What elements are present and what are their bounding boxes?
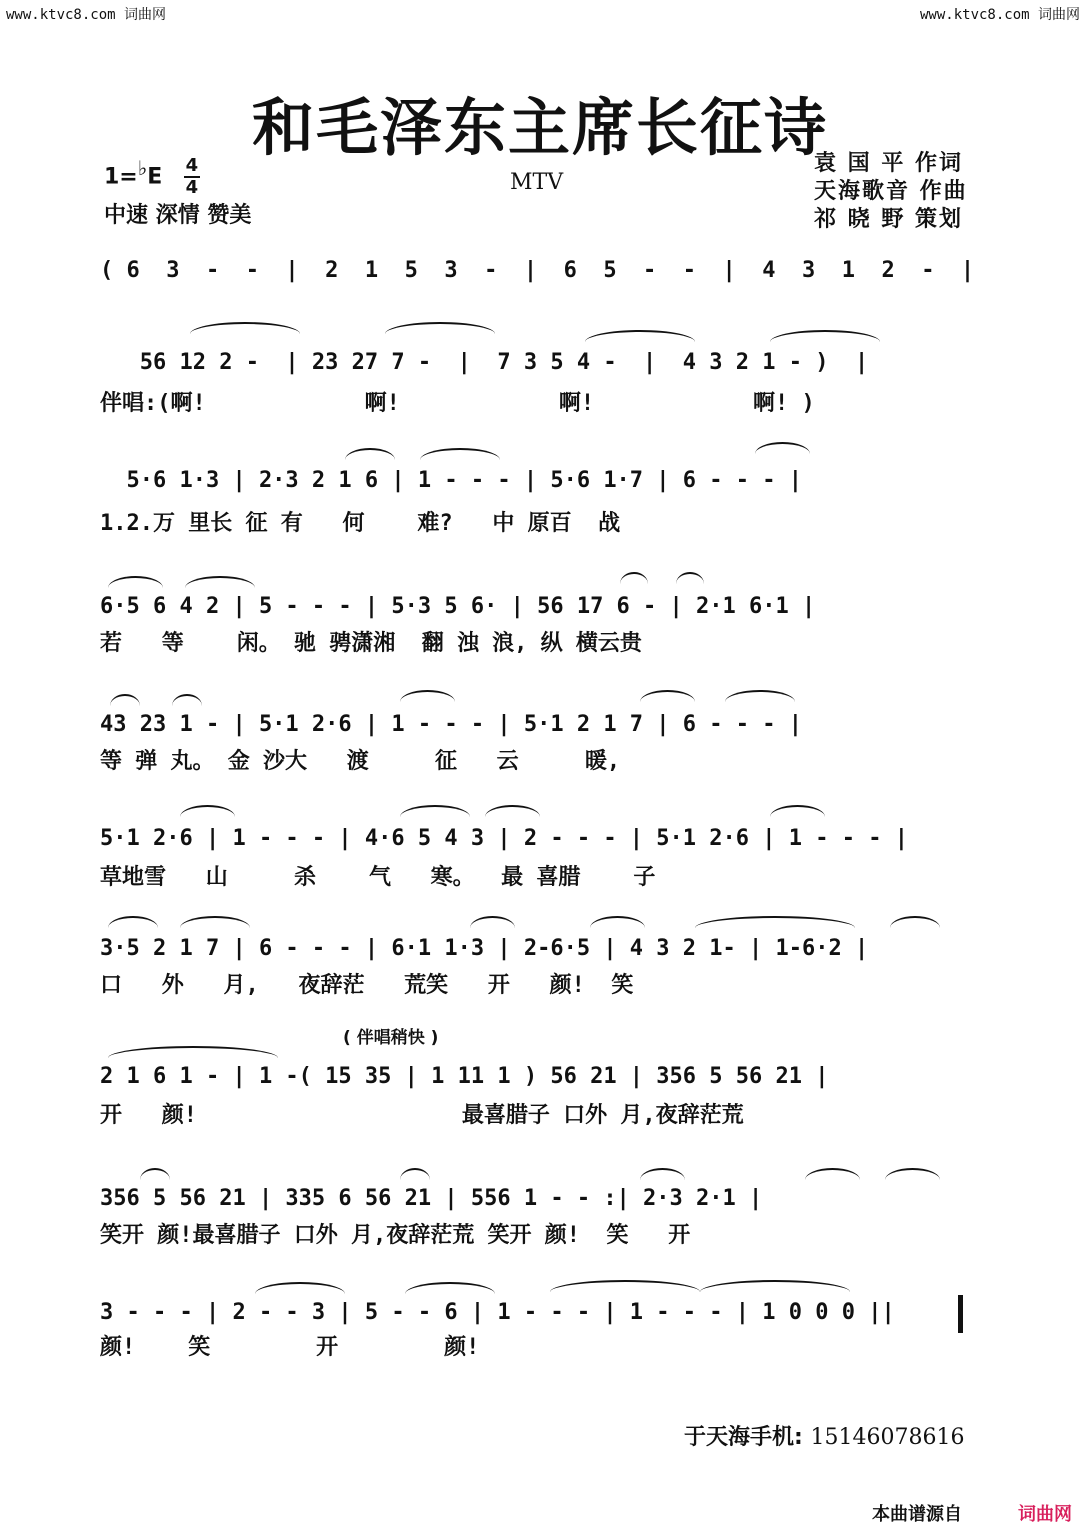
slur: [620, 572, 648, 584]
slur: [400, 805, 470, 817]
score-line-7: [100, 936, 966, 961]
tempo-marking: 中速 深情 赞美: [104, 203, 252, 228]
slur: [640, 1168, 685, 1180]
contact-phone: [684, 1420, 964, 1451]
notes: 2 1 6 1 - | 1 -( 15 35 | 1 11 1 ) 56 21 | 356 5 56 21 |: [100, 1064, 829, 1089]
phone-label: 于天海手机:: [684, 1425, 803, 1450]
score-line-1: [100, 258, 975, 283]
slur: [885, 1168, 940, 1180]
slur: [108, 1046, 278, 1058]
notes: 56 12 2 - | 23 27 7 - | 7 3 5 4 - | 4 3 2 1 - ) |: [100, 350, 869, 375]
lyric-line-4: 若 等 闲。 驰 骋潇湘 翻 浊 浪, 纵 横云贵: [100, 631, 642, 656]
key-prefix: 1=: [104, 164, 138, 190]
slur: [485, 805, 540, 817]
notes: 3·5 2 1 7 | 6 - - - | 6·1 1·3 | 2-6·5 | 4 3 2 1- | 1-6·2 |: [100, 936, 869, 961]
lyric-line-8: 开 颜! 最喜腊子 口外 月,夜辞茫荒: [100, 1103, 744, 1128]
score-line-6: [100, 826, 966, 851]
score-line-4: [100, 594, 966, 619]
slur: [180, 805, 235, 817]
slur: [400, 1168, 430, 1180]
key-signature: [104, 156, 200, 197]
source-brand-link[interactable]: 词曲网: [1018, 1504, 1072, 1525]
final-barline: [958, 1295, 963, 1333]
slur: [770, 330, 880, 342]
slur: [676, 572, 704, 584]
slur: [172, 694, 202, 706]
slur: [385, 322, 495, 334]
score-line-9: [100, 1186, 966, 1211]
lyric-line-10: 颜! 笑 开 颜!: [100, 1335, 480, 1360]
slur: [180, 916, 250, 928]
slur: [640, 690, 695, 702]
slur: [110, 694, 140, 706]
credit-planner: 祁 晓 野 策划: [814, 207, 963, 232]
slur: [805, 1168, 860, 1180]
score-line-2: [100, 350, 966, 375]
style-label: MTV: [510, 170, 564, 195]
slur: [695, 916, 855, 928]
score-line-8: [100, 1064, 966, 1089]
slur: [400, 690, 455, 702]
slur: [420, 448, 500, 460]
lyric-line-3: 1.2.万 里长 征 有 何 难? 中 原百 战: [100, 511, 621, 536]
time-top: 4: [185, 155, 199, 177]
flat-sign: ♭: [137, 156, 148, 180]
song-title: 和毛泽东主席长征诗: [251, 91, 828, 164]
slur: [108, 916, 158, 928]
score-line-10: [100, 1300, 966, 1325]
credit-lyricist: 袁 国 平 作词: [814, 151, 963, 176]
notes: 43 23 1 - | 5·1 2·6 | 1 - - - | 5·1 2 1 7 | 6 - - - |: [100, 712, 802, 737]
slur: [755, 442, 810, 454]
notes: 5·1 2·6 | 1 - - - | 4·6 5 4 3 | 2 - - - | 5·1 2·6 | 1 - - - |: [100, 826, 908, 851]
notes: 6·5 6 4 2 | 5 - - - | 5·3 5 6· | 56 17 6 - | 2·1 6·1 |: [100, 594, 816, 619]
notes: 5·6 1·3 | 2·3 2 1 6 | 1 - - - | 5·6 1·7 | 6 - - - |: [100, 468, 802, 493]
slur: [185, 576, 255, 588]
header-url-right: www.ktvc8.com 词曲网: [920, 7, 1080, 23]
slur: [700, 1280, 850, 1292]
score-line-5: [100, 712, 966, 737]
slur: [140, 1168, 170, 1180]
slur: [890, 916, 940, 928]
slur: [345, 448, 395, 460]
key-note: E: [147, 164, 163, 190]
time-bottom: 4: [185, 177, 199, 199]
accompaniment-note: ( 伴唱稍快 ): [343, 1028, 439, 1048]
slur: [725, 690, 795, 702]
lyric-line-9: 笑开 颜!最喜腊子 口外 月,夜辞茫荒 笑开 颜! 笑 开: [100, 1223, 691, 1248]
notes: ( 6 3 - - | 2 1 5 3 - | 6 5 - - | 4 3 1 2 - |: [100, 258, 975, 283]
lyric-line-7: 口 外 月, 夜辞茫 荒笑 开 颜! 笑: [100, 973, 634, 998]
lyric-line-6: 草地雪 山 杀 气 寒。 最 喜腊 子: [100, 865, 656, 890]
time-signature: [184, 157, 200, 197]
slur: [405, 1282, 495, 1294]
slur: [470, 916, 515, 928]
lyric-line-2: 伴唱:(啊! 啊! 啊! 啊! ): [100, 391, 815, 416]
slur: [255, 1282, 345, 1294]
slur: [190, 322, 300, 334]
slur: [590, 916, 645, 928]
header-url-left: www.ktvc8.com 词曲网: [6, 7, 167, 23]
slur: [550, 1280, 700, 1292]
lyric-line-5: 等 弹 丸。 金 沙大 渡 征 云 暖,: [100, 749, 621, 774]
slur: [585, 330, 695, 342]
source-text: 本曲谱源自: [872, 1504, 962, 1525]
credit-composer: 天海歌音 作曲: [814, 179, 968, 204]
score-line-3: [100, 468, 966, 493]
slur: [770, 805, 825, 817]
slur: [108, 576, 163, 588]
phone-number: 15146078616: [810, 1425, 965, 1450]
notes: 356 5 56 21 | 335 6 56 21 | 556 1 - - :| 2·3 2·1 |: [100, 1186, 763, 1211]
notes: 3 - - - | 2 - - 3 | 5 - - 6 | 1 - - - | 1 - - - | 1 0 0 0 ||: [100, 1300, 895, 1325]
